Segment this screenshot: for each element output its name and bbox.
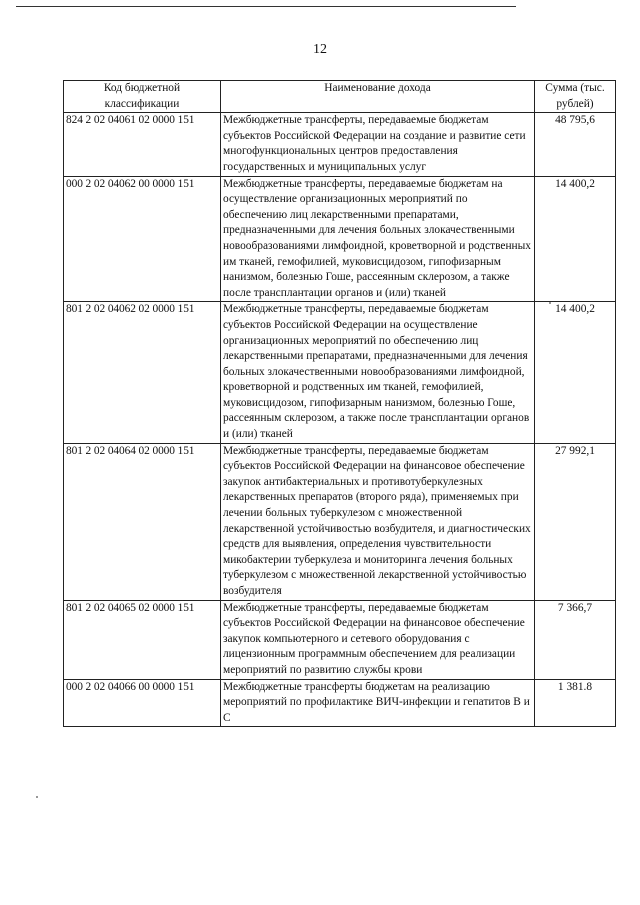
- scan-speck: [549, 302, 551, 304]
- row-code: 801 2 02 04065 02 0000 151: [64, 600, 221, 679]
- row-sum: 7 366,7: [535, 600, 616, 679]
- budget-revenue-table: [63, 80, 616, 727]
- top-rule: [16, 6, 516, 7]
- table-header: [64, 81, 616, 113]
- row-code: 801 2 02 04064 02 0000 151: [64, 443, 221, 600]
- table-row: [64, 113, 616, 176]
- scan-speck: [36, 796, 38, 798]
- row-name: Межбюджетные трансферты, передаваемые бюджетам субъектов Российской Федерации на финансовое обеспечение закупок компьютерного и сетевого оборудования с лицензионным программным обеспечением для реализации мероприятий по развитию службы крови: [221, 600, 535, 679]
- table-row: [64, 443, 616, 600]
- row-name: Межбюджетные трансферты, передаваемые бюджетам субъектов Российской Федерации на финансовое обеспечение закупок антибактериальных и противотуберкулезных лекарственных препаратов (второго ряда), применяемых при лечении больных туберкулезом с множественной лекарственной устойчивостью возбудителя, и диагностических средств для выявления, определения чувствительности микобактерии туберкулеза и мониторинга лечения больных туберкулезом с множественной лекарственной устойчивостью возбудителя: [221, 443, 535, 600]
- page-number: 12: [313, 42, 327, 57]
- row-sum: 14 400,2: [535, 302, 616, 443]
- table-row: [64, 176, 616, 302]
- table-row: [64, 600, 616, 679]
- table-body: [64, 113, 616, 727]
- row-code: 824 2 02 04061 02 0000 151: [64, 113, 221, 176]
- row-sum: 14 400,2: [535, 176, 616, 302]
- header-name: Наименование дохода: [221, 81, 535, 113]
- row-sum: 1 381.8: [535, 679, 616, 727]
- row-name: Межбюджетные трансферты, передаваемые бюджетам субъектов Российской Федерации на осуществление организационных мероприятий по обеспечению лиц лекарственными препаратами, предназначенными для лечения больных злокачественными новообразованиями лимфоидной, кроветворной и родственных им тканей, гемофилией, муковисцидозом, гипофизарным нанизмом, болезнью Гоше, рассеянным склерозом, а также после трансплантации органов и (или) тканей: [221, 302, 535, 443]
- row-code: 000 2 02 04066 00 0000 151: [64, 679, 221, 727]
- row-sum: 48 795,6: [535, 113, 616, 176]
- row-name: Межбюджетные трансферты, передаваемые бюджетам на осуществление организационных мероприятий по обеспечению лиц лекарственными препаратами, предназначенными для лечения больных злокачественными новообразованиями лимфоидной, кроветворной и родственных им тканей, гемофилией, муковисцидозом, гипофизарным нанизмом, болезнью Гоше, рассеянным склерозом, а также после трансплантации органов и (или) тканей: [221, 176, 535, 302]
- table-row: [64, 679, 616, 727]
- header-sum: Сумма (тыс. рублей): [535, 81, 616, 113]
- table-row: [64, 302, 616, 443]
- row-name: Межбюджетные трансферты бюджетам на реализацию мероприятий по профилактике ВИЧ-инфекции и гепатитов В и С: [221, 679, 535, 727]
- header-code: Код бюджетной классификации: [64, 81, 221, 113]
- row-code: 801 2 02 04062 02 0000 151: [64, 302, 221, 443]
- table-header-row: [64, 81, 616, 113]
- row-name: Межбюджетные трансферты, передаваемые бюджетам субъектов Российской Федерации на создание и развитие сети многофункциональных центров предоставления государственных и муниципальных услуг: [221, 113, 535, 176]
- row-code: 000 2 02 04062 00 0000 151: [64, 176, 221, 302]
- row-sum: 27 992,1: [535, 443, 616, 600]
